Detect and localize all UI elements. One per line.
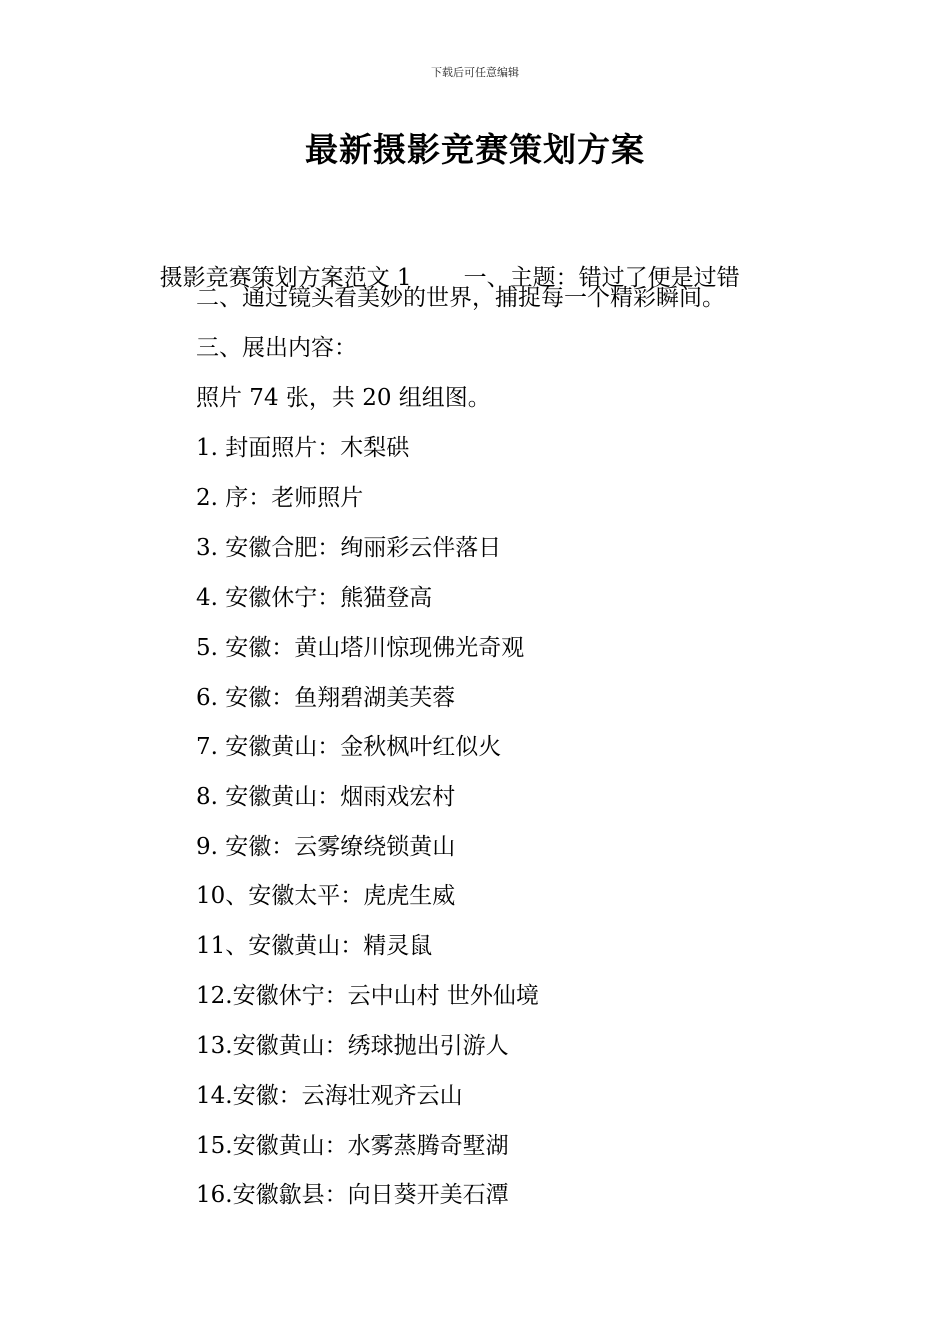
list-item: 5. 安徽：黄山塔川惊现佛光奇观 — [196, 635, 525, 661]
list-item: 10、安徽太平：虎虎生威 — [196, 883, 456, 909]
list-item: 15.安徽黄山：水雾蒸腾奇墅湖 — [196, 1133, 509, 1159]
list-item: 4. 安徽休宁：熊猫登高 — [196, 585, 433, 611]
document-title: 最新摄影竞赛策划方案 — [305, 130, 645, 169]
paragraph-line: 二、通过镜头看美妙的世界，捕捉每一个精彩瞬间。 — [196, 285, 725, 311]
theme-heading: 一、主题：错过了便是过错 — [463, 265, 740, 291]
paragraph-line: 照片 74 张，共 20 组组图。 — [196, 385, 491, 411]
list-item: 16.安徽歙县：向日葵开美石潭 — [196, 1182, 509, 1208]
list-item: 12.安徽休宁：云中山村 世外仙境 — [196, 983, 539, 1009]
intro-label: 摄影竞赛策划方案范文 1 — [159, 265, 412, 291]
list-item: 14.安徽：云海壮观齐云山 — [196, 1083, 463, 1109]
list-item: 3. 安徽合肥：绚丽彩云伴落日 — [196, 535, 502, 561]
list-item: 2. 序：老师照片 — [196, 485, 364, 511]
list-item: 1. 封面照片：木梨硔 — [196, 435, 410, 461]
list-item: 13.安徽黄山：绣球抛出引游人 — [196, 1033, 509, 1059]
list-item: 9. 安徽：云雾缭绕锁黄山 — [196, 834, 456, 860]
header-note: 下载后可任意编辑 — [431, 66, 519, 79]
list-item: 8. 安徽黄山：烟雨戏宏村 — [196, 784, 456, 810]
list-item: 7. 安徽黄山：金秋枫叶红似火 — [196, 734, 502, 760]
paragraph-line: 三、展出内容： — [196, 335, 357, 361]
list-item: 11、安徽黄山：精灵鼠 — [196, 933, 433, 959]
list-item: 6. 安徽：鱼翔碧湖美芙蓉 — [196, 685, 456, 711]
